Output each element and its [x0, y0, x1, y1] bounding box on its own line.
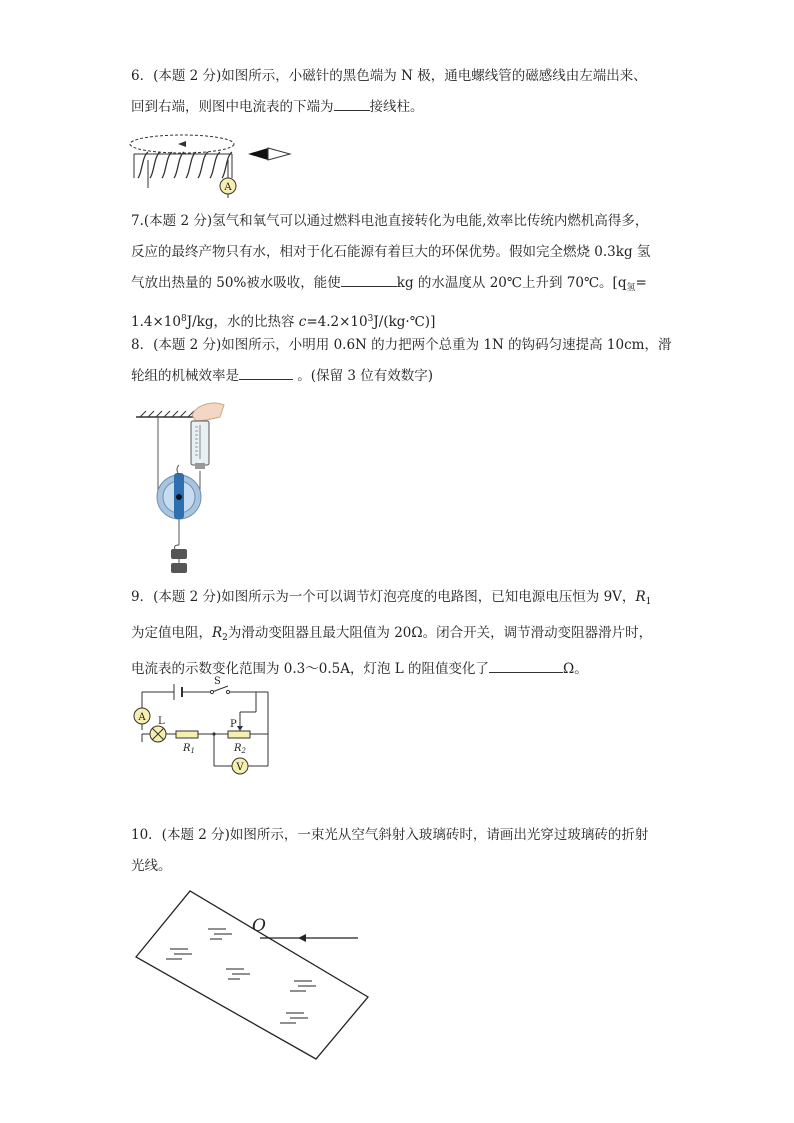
- voltmeter-icon: [232, 758, 248, 774]
- svg-text:V: V: [236, 762, 244, 773]
- svg-text:A: A: [224, 182, 232, 193]
- solenoid-figure: [128, 130, 298, 198]
- battery-icon: [174, 684, 182, 700]
- q10-line-1: 10．(本题 2 分)如图所示，一束光从空气斜射入玻璃砖时，请画出光穿过玻璃砖的折射: [131, 827, 649, 843]
- question-9: [131, 582, 671, 685]
- q6-line-1: 6．(本题 2 分)如图所示，小磁针的黑色端为 N 极，通电螺线管的磁感线由左端出来、: [131, 68, 647, 84]
- q7-line-3: 气放出热量的 50%被水吸收，能使 kg 的水温度从 20℃上升到 70℃。[$q_氢=$: [131, 268, 671, 304]
- question-8: [131, 330, 671, 392]
- svg-text:L: L: [158, 716, 165, 727]
- spring-scale-icon: [191, 421, 209, 469]
- glass-brick-figure: [130, 885, 370, 1065]
- hook-weights-icon: [171, 545, 187, 573]
- question-7: [131, 206, 671, 338]
- pulley-icon: [157, 473, 201, 519]
- slider-arrow-icon: [237, 726, 243, 731]
- ray-arrow-icon: [298, 934, 306, 942]
- lamp-icon: [150, 726, 166, 742]
- svg-text:R2: $R_2$: [234, 743, 246, 755]
- hand-icon: [192, 403, 224, 421]
- q8-line-1: 8．(本题 2 分)如图所示，小明用 0.6N 的力把两个总重为 1N 的钩码匀速提高 10cm，滑: [131, 337, 672, 353]
- q7-line-2: 反应的最终产物只有水，相对于化石能源有着巨大的环保优势。假如完全燃烧 0.3kg 氢: [131, 244, 651, 260]
- q9-line-2: 为定值电阻，$R_2$为滑动变阻器且最大阻值为 20Ω。闭合开关，调节滑动变阻器滑片时，: [131, 625, 653, 643]
- q7-line-4: $1.4\times 10^8J/kg$，水的比热容 $c=4.2\times 10^3J/(kg\cdot℃)$]: [131, 314, 436, 330]
- q8-answer-blank[interactable]: [239, 365, 293, 380]
- svg-text:R1: $R_1$: [183, 743, 195, 755]
- pulley-figure: [128, 397, 238, 577]
- question-6: [131, 61, 671, 123]
- q10-line-2: 光线。: [131, 858, 172, 874]
- svg-text:P: P: [230, 719, 237, 730]
- ammeter-icon: [220, 178, 236, 194]
- q7-line-1: 7.(本题 2 分)氢气和氧气可以通过燃料电池直接转化为电能,效率比传统内燃机高得多，: [131, 213, 649, 229]
- q6-line-2: 回到右端，则图中电流表的下端为 接线柱。: [131, 92, 671, 123]
- svg-text:A: A: [138, 712, 146, 723]
- rheostat-r2-icon: [228, 731, 250, 738]
- q9-answer-blank[interactable]: [489, 658, 563, 673]
- q8-line-2: 轮组的机械效率是 。(保留 3 位有效数字): [131, 361, 671, 392]
- field-arrow-icon: [178, 141, 186, 147]
- svg-text:S: S: [214, 676, 221, 687]
- resistor-r1-icon: [176, 731, 198, 738]
- q9-line-3: 电流表的示数变化范围为 0.3～0.5A，灯泡 L 的阻值变化了 Ω。: [131, 654, 671, 685]
- q6-answer-blank[interactable]: [334, 96, 370, 111]
- glass-texture: [166, 929, 316, 1023]
- q9-line-1: 9．(本题 2 分)如图所示为一个可以调节灯泡亮度的电路图，已知电源电压恒为 9V，$R_1$: [131, 589, 652, 607]
- question-10: [131, 820, 671, 882]
- q7-answer-blank[interactable]: [341, 272, 397, 287]
- circuit-figure: [130, 676, 280, 776]
- magnetic-needle-icon: [248, 148, 290, 160]
- switch-icon: [210, 690, 213, 693]
- ammeter-icon: [134, 708, 150, 724]
- svg-text:O: O: [252, 916, 266, 936]
